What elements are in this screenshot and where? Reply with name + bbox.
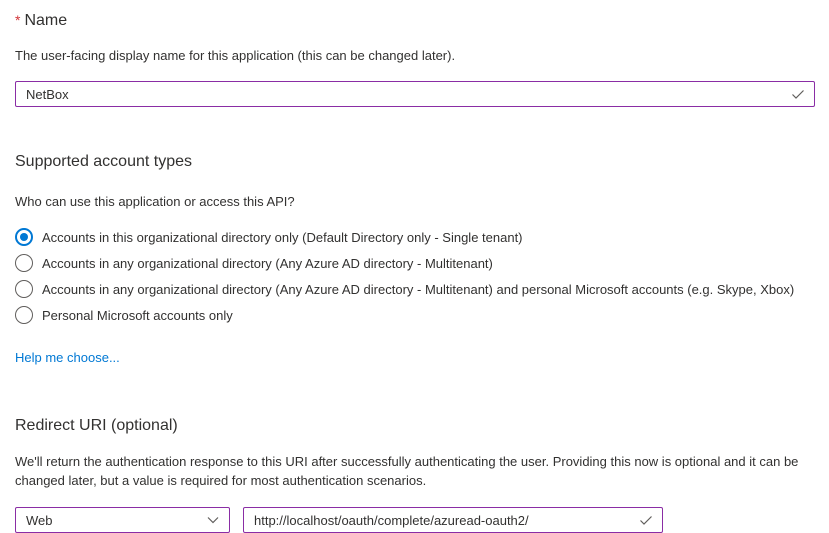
- name-label: Name: [24, 12, 68, 29]
- platform-select[interactable]: [15, 507, 230, 533]
- redirect-uri-description: We'll return the authentication response to this URI after successfully authenticating the user. Providing this now is optional and it can be changed later, but a value is required for most authentication scenarios.: [15, 454, 799, 488]
- radio-button[interactable]: [15, 254, 33, 272]
- radio-option-label: Accounts in this organizational directory only (Default Directory only - Single tenant): [42, 229, 523, 245]
- platform-select-value: Web: [26, 512, 53, 528]
- radio-button[interactable]: [15, 280, 33, 298]
- chevron-down-icon: [206, 513, 220, 527]
- radio-option-personal-only[interactable]: [15, 302, 815, 328]
- radio-option-multitenant-personal[interactable]: [15, 276, 815, 302]
- required-marker: *: [15, 12, 21, 28]
- redirect-uri-row: [15, 507, 815, 533]
- radio-option-label: Personal Microsoft accounts only: [42, 307, 233, 323]
- help-me-choose-link[interactable]: Help me choose...: [15, 350, 120, 365]
- redirect-uri-title: Redirect URI (optional): [15, 417, 178, 434]
- account-types-title: Supported account types: [15, 153, 193, 170]
- radio-option-label: Accounts in any organizational directory (Any Azure AD directory - Multitenant) and personal Microsoft accounts (e.g. Skype, Xbox): [42, 281, 795, 297]
- redirect-uri-input[interactable]: [244, 513, 662, 528]
- name-input[interactable]: [16, 87, 814, 102]
- redirect-uri-input-container: [243, 507, 663, 533]
- account-types-radio-group: [15, 224, 815, 328]
- name-input-container: [15, 81, 815, 107]
- radio-option-multitenant[interactable]: [15, 250, 815, 276]
- account-types-question: Who can use this application or access this API?: [15, 194, 295, 209]
- radio-option-label: Accounts in any organizational directory (Any Azure AD directory - Multitenant): [42, 255, 493, 271]
- radio-button[interactable]: [15, 228, 33, 246]
- radio-button[interactable]: [15, 306, 33, 324]
- name-section-title: [15, 10, 815, 31]
- name-description: The user-facing display name for this application (this can be changed later).: [15, 48, 456, 63]
- radio-option-single-tenant[interactable]: [15, 224, 815, 250]
